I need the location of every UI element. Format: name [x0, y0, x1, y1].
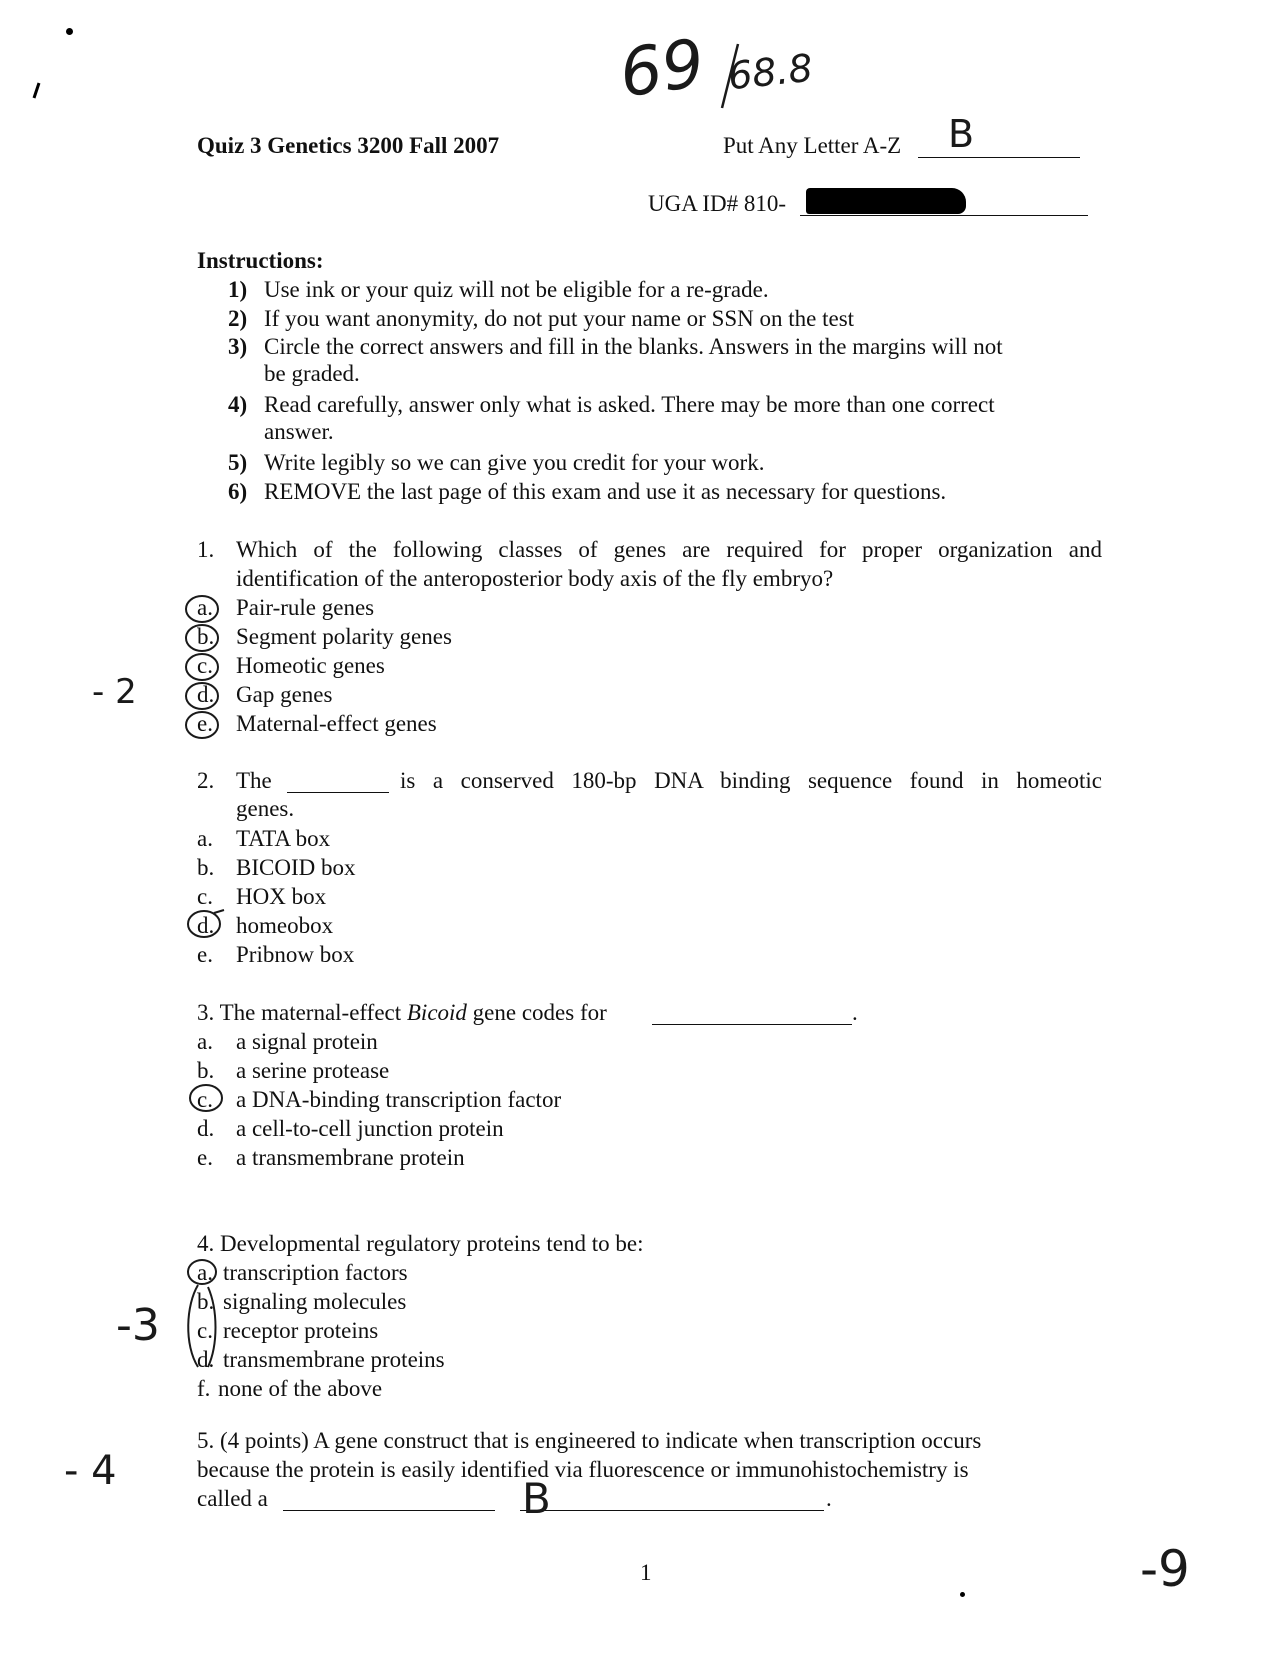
option-letter[interactable]: d.: [197, 682, 215, 707]
letter-handwritten: B: [948, 112, 975, 156]
instruction-text: REMOVE the last page of this exam and use it as necessary for questions.: [264, 479, 947, 504]
question-stem-cont: genes.: [236, 796, 295, 821]
instruction-text: Write legibly so we can give you credit for your work.: [264, 450, 765, 475]
option-letter[interactable]: a.: [197, 1260, 213, 1285]
option-letter[interactable]: e.: [197, 711, 213, 736]
option-text[interactable]: a cell-to-cell junction protein: [236, 1116, 504, 1141]
question-stem: 4. Developmental regulatory proteins tend to be:: [197, 1231, 644, 1256]
option-letter[interactable]: b.: [197, 855, 215, 880]
option-text[interactable]: Pribnow box: [236, 942, 355, 967]
option-text[interactable]: receptor proteins: [223, 1318, 379, 1343]
option-letter[interactable]: d.: [197, 913, 215, 938]
blank-q2[interactable]: [287, 792, 389, 793]
blank-q5b[interactable]: [520, 1510, 824, 1511]
option-letter[interactable]: a.: [197, 826, 213, 851]
option-letter[interactable]: e.: [197, 942, 213, 967]
instruction-text: Read carefully, answer only what is asked. There may be more than one correct: [264, 392, 995, 417]
id-field[interactable]: [800, 215, 1088, 216]
option-text[interactable]: TATA box: [236, 826, 331, 851]
option-text[interactable]: HOX box: [236, 884, 327, 909]
option-letter[interactable]: a.: [197, 1029, 213, 1054]
id-label: UGA ID# 810-: [648, 191, 786, 216]
option-letter[interactable]: c.: [197, 1087, 213, 1112]
question-number: 2.: [197, 768, 215, 793]
score-detail-handwritten: 68.8: [725, 45, 815, 99]
option-letter[interactable]: b.: [197, 1058, 215, 1083]
redacted-id: [806, 188, 966, 214]
instruction-text-cont: be graded.: [264, 361, 360, 386]
option-text[interactable]: BICOID box: [236, 855, 356, 880]
instruction-num: 4): [228, 392, 248, 417]
instruction-num: 6): [228, 479, 248, 504]
letter-label: Put Any Letter A-Z: [723, 133, 902, 158]
scan-mark: [30, 82, 44, 100]
option-text[interactable]: Homeotic genes: [236, 653, 385, 678]
option-text[interactable]: signaling molecules: [223, 1289, 407, 1314]
option-letter[interactable]: d.: [197, 1347, 215, 1372]
instruction-num: 1): [228, 277, 248, 302]
option-text[interactable]: homeobox: [236, 913, 334, 938]
question-stem-end: .: [826, 1486, 832, 1511]
question-stem: 3. The maternal-effect Bicoid gene codes for: [197, 1000, 607, 1025]
option-letter[interactable]: f.: [197, 1376, 211, 1401]
question-stem-cont: identification of the anteroposterior body axis of the fly embryo?: [236, 566, 834, 591]
option-text[interactable]: none of the above: [218, 1376, 383, 1401]
instructions-heading: Instructions:: [197, 248, 324, 273]
instruction-text: If you want anonymity, do not put your name or SSN on the test: [264, 306, 855, 331]
option-letter[interactable]: d.: [197, 1116, 215, 1141]
quiz-title: Quiz 3 Genetics 3200 Fall 2007: [197, 133, 500, 158]
option-text[interactable]: transcription factors: [223, 1260, 408, 1285]
question-stem: Which of the following classes of genes are required for proper organization and: [236, 537, 1102, 562]
letter-field[interactable]: [918, 157, 1080, 158]
option-text[interactable]: Gap genes: [236, 682, 333, 707]
score-slash: [716, 42, 746, 112]
score-handwritten: 69: [615, 24, 709, 113]
instruction-num: 2): [228, 306, 248, 331]
instruction-num: 3): [228, 334, 248, 359]
option-text[interactable]: a serine protease: [236, 1058, 390, 1083]
option-text[interactable]: transmembrane proteins: [223, 1347, 445, 1372]
question-stem: is a conserved 180-bp DNA binding sequence found in homeotic: [400, 768, 1102, 793]
option-letter[interactable]: b.: [197, 1289, 215, 1314]
option-text[interactable]: a transmembrane protein: [236, 1145, 465, 1170]
option-text[interactable]: Segment polarity genes: [236, 624, 452, 649]
option-text[interactable]: Pair-rule genes: [236, 595, 375, 620]
option-text[interactable]: a signal protein: [236, 1029, 378, 1054]
deduction-q1: - 2: [92, 672, 137, 712]
answer-handwritten-q5: B: [522, 1474, 551, 1523]
instruction-text: Use ink or your quiz will not be eligible for a re-grade.: [264, 277, 769, 302]
option-letter[interactable]: c.: [197, 653, 213, 678]
page-total-handwritten: -9: [1140, 1540, 1190, 1598]
option-text[interactable]: Maternal-effect genes: [236, 711, 437, 736]
answer-circles-q4: [180, 1255, 230, 1375]
question-stem: 5. (4 points) A gene construct that is engineered to indicate when transcription occurs: [197, 1428, 982, 1453]
option-letter[interactable]: b.: [197, 624, 215, 649]
question-stem-cont: called a: [197, 1486, 268, 1511]
instruction-text-cont: answer.: [264, 419, 334, 444]
option-text[interactable]: a DNA-binding transcription factor: [236, 1087, 562, 1112]
instruction-num: 5): [228, 450, 248, 475]
question-number: 1.: [197, 537, 215, 562]
page-number: 1: [640, 1560, 652, 1585]
scan-speck: [66, 28, 73, 35]
question-stem-cont: because the protein is easily identified via fluorescence or immunohistochemistry is: [197, 1457, 969, 1482]
answer-circles-q1: [180, 590, 230, 750]
option-letter[interactable]: c.: [197, 884, 213, 909]
blank-q3[interactable]: [652, 1024, 852, 1025]
option-letter[interactable]: a.: [197, 595, 213, 620]
option-letter[interactable]: c.: [197, 1318, 213, 1343]
deduction-q4: -3: [116, 1300, 160, 1351]
instruction-text: Circle the correct answers and fill in the blanks. Answers in the margins will not: [264, 334, 1003, 359]
question-stem-end: .: [852, 1000, 858, 1025]
question-stem-pre: The: [236, 768, 272, 793]
answer-circle-q3: [186, 1082, 230, 1114]
blank-q5a[interactable]: [283, 1510, 495, 1511]
option-letter[interactable]: e.: [197, 1145, 213, 1170]
answer-circle-q2: [184, 906, 234, 942]
deduction-q5: - 4: [64, 1448, 117, 1494]
scan-speck: [960, 1592, 965, 1597]
